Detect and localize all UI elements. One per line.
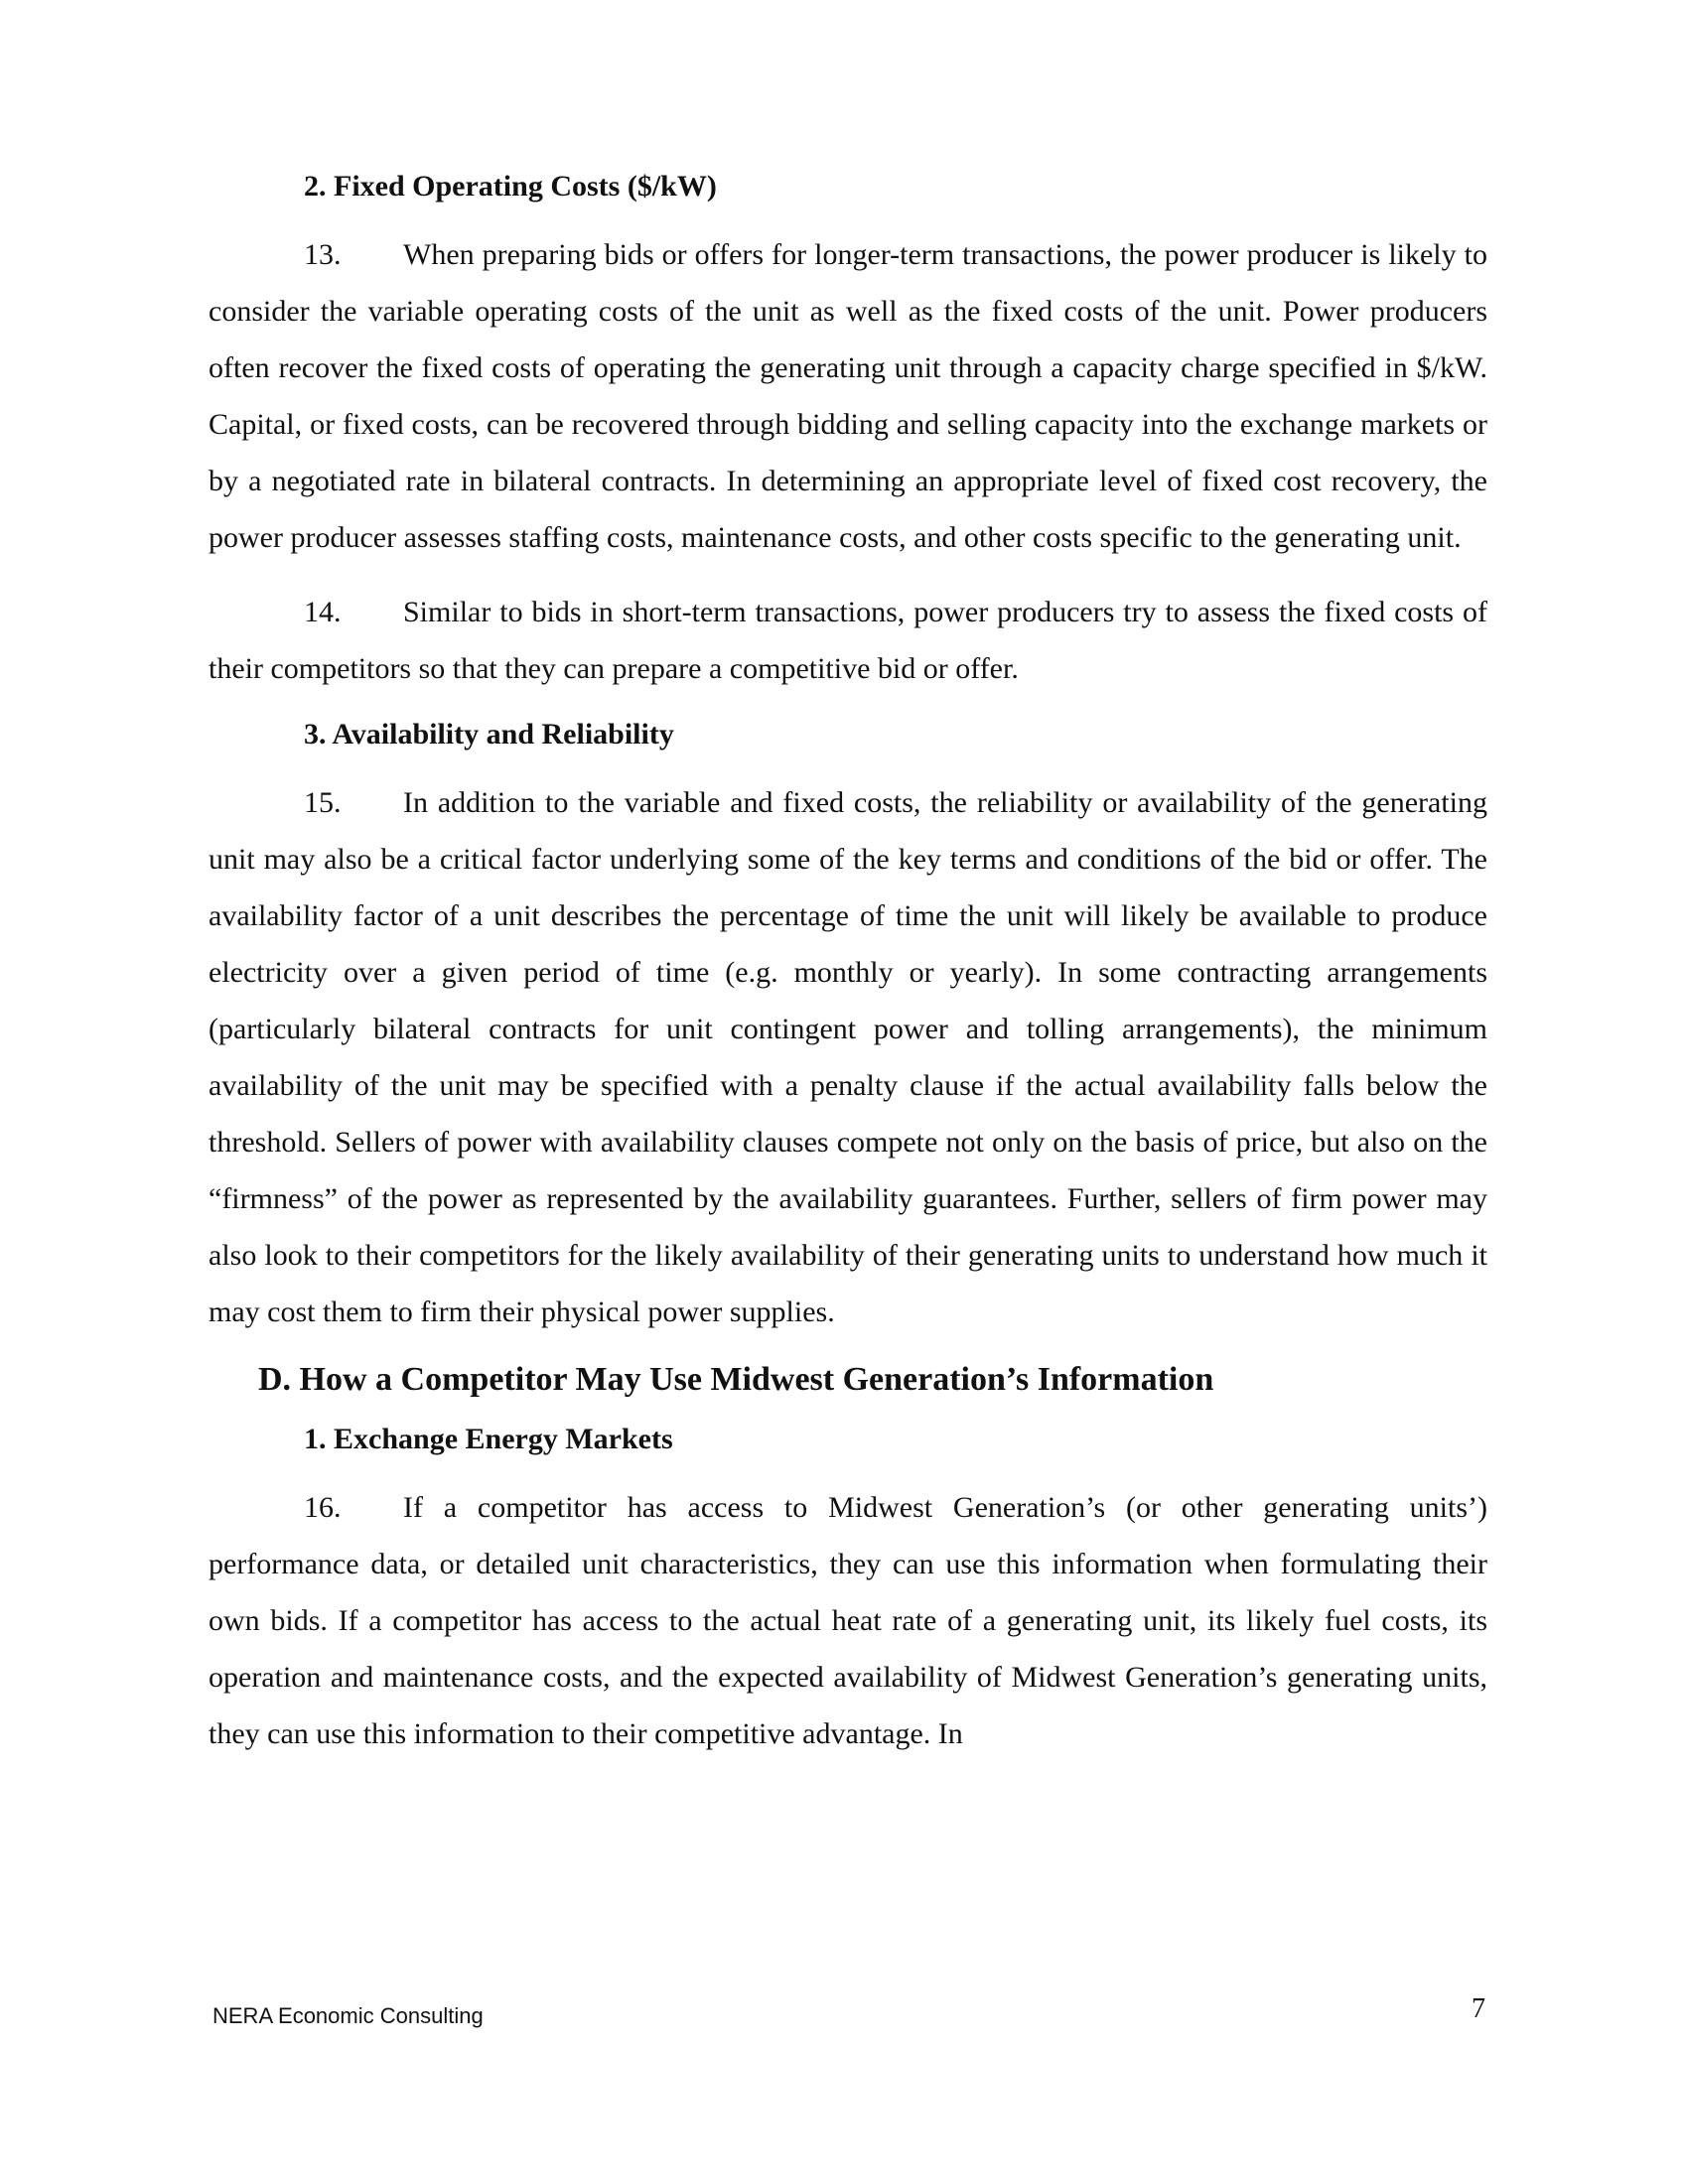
page-number: 7 [1472,1993,1485,2024]
paragraph-number: 15. [304,786,342,819]
main-section-heading: D. How a Competitor May Use Midwest Generation’s Information [258,1361,1214,1398]
paragraph-text: When preparing bids or offers for longer-term transactions, the power producer is likely to consider the variable operating costs of the unit as well as the fixed costs of the unit. Power producers often recover the fixed costs of operating the generating unit through a capacity charge specified in $/kW. Capital, or fixed costs, can be recovered through bidding and selling capacity into the exchange markets or by a negotiated rate in bilateral contracts. In determining an appropriate level of fixed cost recovery, the power producer assesses staffing costs, maintenance costs, and other costs specific to the generating unit. [209,238,1487,554]
footer-firm-name: NERA Economic Consulting [212,2003,484,2028]
paragraph-text: If a competitor has access to Midwest Generation’s (or other generating units’) performance data, or detailed unit characteristics, they can use this information when formulating their own bids. If a competitor has access to the actual heat rate of a generating unit, its likely fuel costs, its operation and maintenance costs, and the expected availability of Midwest Generation’s generating units, they can use this information to their competitive advantage. In [209,1491,1487,1750]
section-heading-fixed-operating-costs: 2. Fixed Operating Costs ($/kW) [304,170,717,203]
section-heading-availability-reliability: 3. Availability and Reliability [304,718,674,751]
paragraph-number: 16. [304,1491,342,1524]
paragraph-number: 13. [304,238,342,271]
section-heading-exchange-energy-markets: 1. Exchange Energy Markets [304,1423,673,1455]
paragraph-15 [209,774,1487,1340]
paragraph-number: 14. [304,596,342,628]
paragraph-14 [209,584,1487,697]
paragraph-text: In addition to the variable and fixed costs, the reliability or availability of the generating unit may also be a critical factor underlying some of the key terms and conditions of the bid or offer. The availability factor of a unit describes the percentage of time the unit will likely be available to produce electricity over a given period of time (e.g. monthly or yearly). In some contracting arrangements (particularly bilateral contracts for unit contingent power and tolling arrangements), the minimum availability of the unit may be specified with a penalty clause if the actual availability falls below the threshold. Sellers of power with availability clauses compete not only on the basis of price, but also on the “firmness” of the power as represented by the availability guarantees. Further, sellers of firm power may also look to their competitors for the likely availability of their generating units to understand how much it may cost them to firm their physical power supplies. [209,786,1487,1328]
paragraph-16 [209,1479,1487,1762]
page-body [209,167,1487,1780]
paragraph-13 [209,226,1487,566]
paragraph-text: Similar to bids in short-term transactions, power producers try to assess the fixed costs of their competitors so that they can prepare a competitive bid or offer. [209,596,1487,685]
